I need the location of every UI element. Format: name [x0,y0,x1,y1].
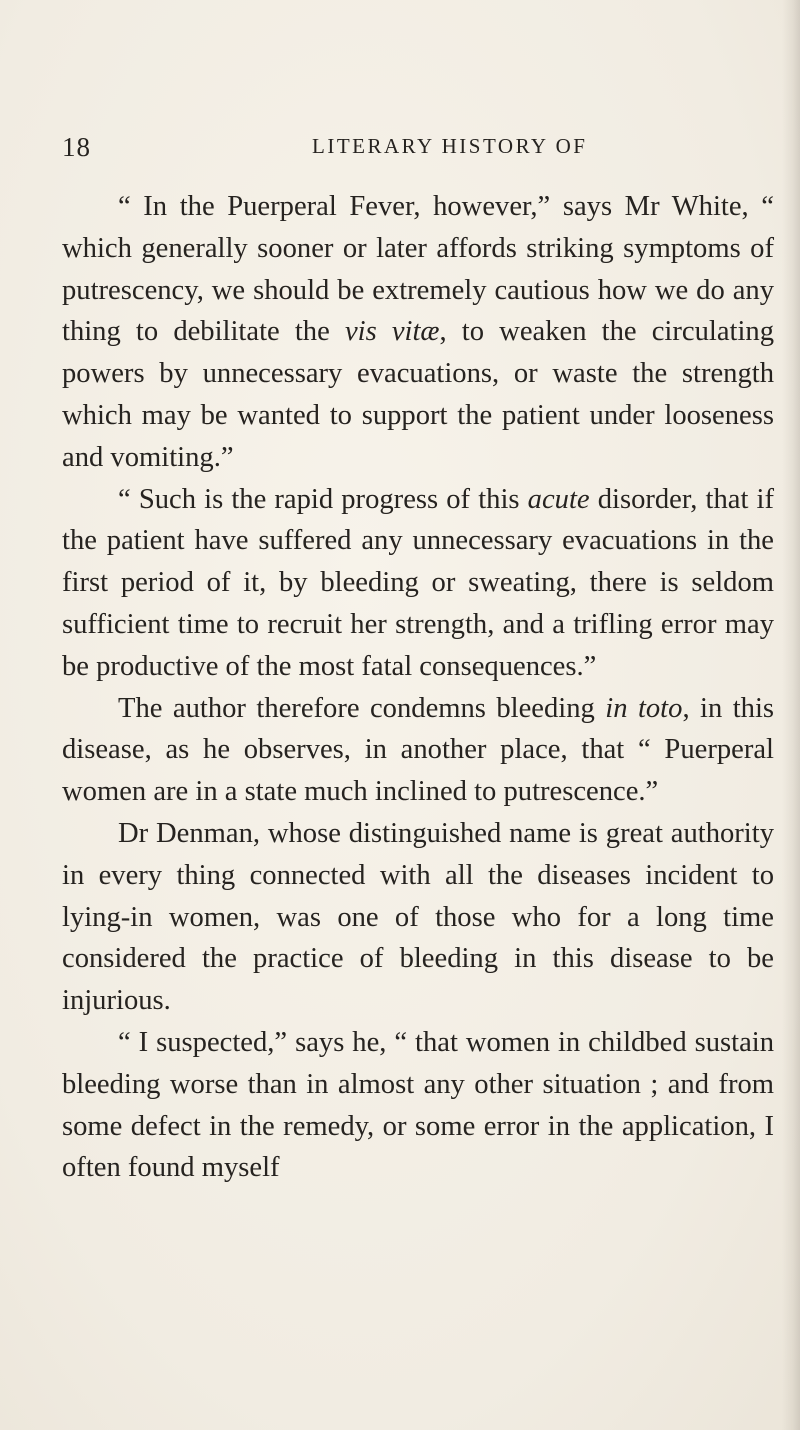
paragraph-acute-disorder: “ Such is the rapid progress of this acute disorder, that if the patient have suffered any unnecessary evacuations in the first period of it, by bleeding or sweating, there is seldom sufficient time to recruit her strength, and a trifling error may be productive of the most fatal consequences.” [62,483,774,682]
paragraph-author-condemns: The author therefore condemns bleeding in toto, in this disease, as he observes, in another place, that “ Puerperal women are in a state much inclined to putrescence.” [62,692,775,808]
running-head: LITERARY HISTORY OF [312,134,588,158]
paragraph-white-quote: “ In the Puerperal Fever, however,” says Mr White, “ which generally sooner or later affords striking symptoms of putrescency, we should be extremely cautious how we do any thing to debilitate the vis vitæ, to weaken the circulating powers by unnecessary evacuations, or waste the strength which may be wanted to support the patient under looseness and vomiting.” [62,191,774,473]
paragraph-suspected: “ I suspected,” says he, “ that women in childbed sustain bleeding worse than in almost any other situation ; and from some defect in the remedy, or some error in the application, I often found myself [62,1026,774,1184]
page-number: 18 [62,132,91,162]
paragraph-denman: Dr Denman, whose distinguished name is great authority in every thing connected with all the diseases incident to lying-in women, was one of those who for a long time considered the practice of bleeding in this disease to be injurious. [62,817,774,1017]
body-text [62,186,774,1189]
page-header [62,132,772,172]
page-edge-shadow [782,0,800,1430]
